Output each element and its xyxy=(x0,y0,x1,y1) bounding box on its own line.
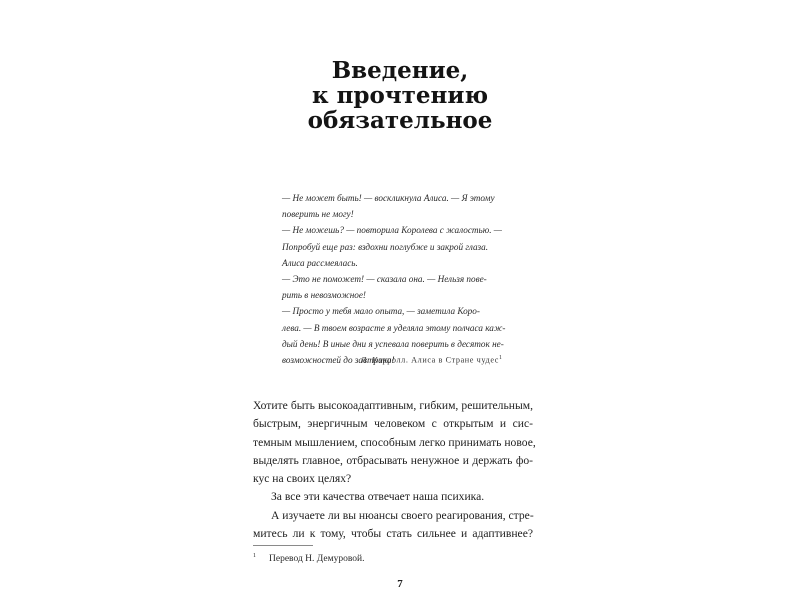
epigraph-line: Попробуй еще раз: вздохни поглубже и закрой глаза. xyxy=(282,241,489,252)
footnote-divider xyxy=(253,545,313,546)
body-line: За все эти качества отвечает наша психика. xyxy=(271,490,485,504)
epigraph-line: — Это не поможет! — сказала она. — Нельзя пове- xyxy=(282,274,487,285)
epigraph-line: рить в невозможное! xyxy=(282,290,366,301)
body-text xyxy=(253,397,536,543)
attribution-text: Л. Кэрролл. Алиса в Стране чудес xyxy=(360,355,499,365)
chapter-title xyxy=(235,58,565,133)
epigraph xyxy=(282,190,524,368)
footnote-mark: 1 xyxy=(253,553,256,559)
body-line: темным мышлением, способным легко принимать новое, xyxy=(253,435,536,449)
epigraph-attribution xyxy=(282,355,502,365)
page-number: 7 xyxy=(397,578,403,590)
epigraph-line: — Просто у тебя мало опыта, — заметила Коро- xyxy=(282,306,480,317)
epigraph-line: — Не может быть! — воскликнула Алиса. — Я этому xyxy=(282,193,495,203)
chapter-title-line: к прочтению xyxy=(311,82,489,109)
body-line: кус на своих целях? xyxy=(253,472,352,486)
footnote-text: Перевод Н. Демуровой. xyxy=(269,554,365,565)
epigraph-line: Алиса рассмеялась. xyxy=(282,257,358,268)
chapter-title-line: Введение, xyxy=(331,57,469,84)
epigraph-line: — Не можешь? — повторила Королева с жалостью. — xyxy=(282,225,502,236)
body-line: быстрым, энергичным человеком с открытым и сис- xyxy=(253,417,533,431)
epigraph-line: лева. — В твоем возрасте я уделяла этому полчаса каж- xyxy=(282,322,506,333)
epigraph-line: возможностей до завтрака! xyxy=(282,355,395,366)
footnote-reference: 1 xyxy=(499,355,502,361)
body-line: выделять главное, отбрасывать ненужное и держать фо- xyxy=(253,453,533,467)
body-line: митесь ли к тому, чтобы стать сильнее и адаптивнее? xyxy=(253,527,533,541)
body-line: А изучаете ли вы нюансы своего реагирования, стре- xyxy=(271,508,534,522)
epigraph-line: дый день! В иные дни я успевала поверить в десяток не- xyxy=(282,338,504,349)
epigraph-line: поверить не могу! xyxy=(282,209,354,220)
footnote xyxy=(253,553,533,564)
chapter-title-line: обязательное xyxy=(307,107,493,134)
body-line: Хотите быть высокоадаптивным, гибким, решительным, xyxy=(253,399,533,412)
